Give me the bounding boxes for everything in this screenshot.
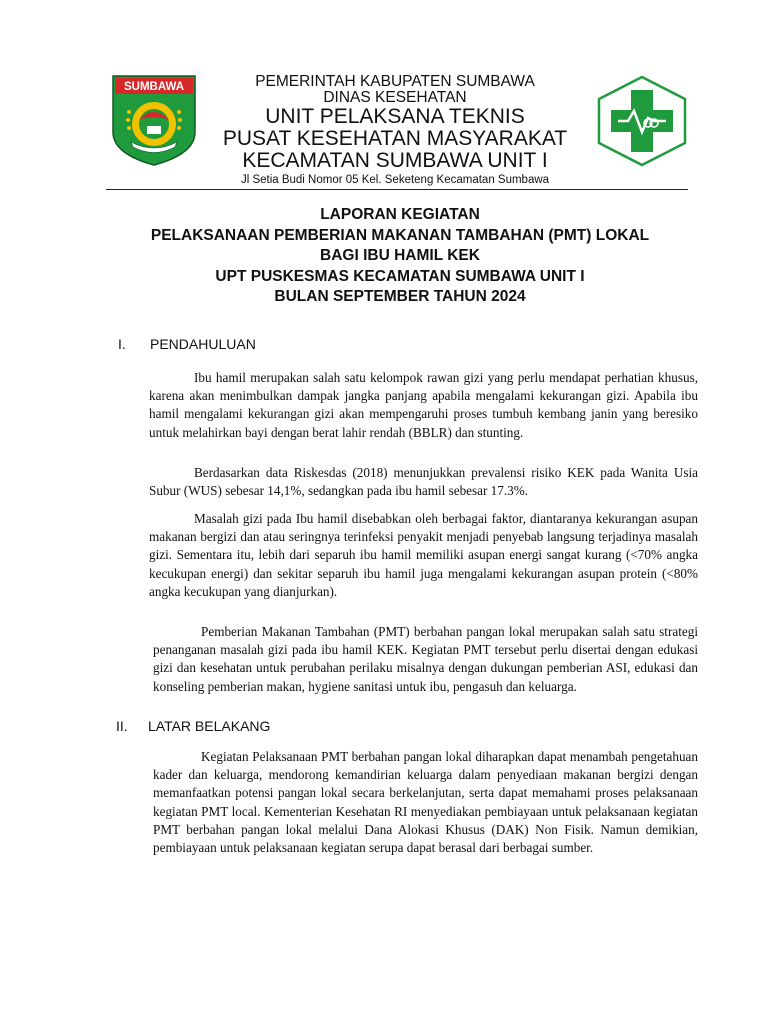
title-line-5: BULAN SEPTEMBER TAHUN 2024 (274, 288, 526, 305)
section-title: LATAR BELAKANG (148, 718, 271, 734)
paragraph (153, 748, 698, 857)
paragraph-text: Pemberian Makanan Tambahan (PMT) berbahan pangan lokal merupakan salah satu strategi penanganan masalah gizi pada ibu hamil KEK. Kegiatan PMT tersebut perlu disertai dengan edukasi gizi dan kesehatan untuk perubahan perilaku misalnya dengan dukungan pemberian ASI, edukasi dan konseling pemberian makan, hygiene sanitasi untuk ibu, pengasuh dan keluarga. (153, 624, 698, 694)
unit-name: UNIT PELAKSANA TEKNIS (265, 105, 525, 128)
section-number: I. (118, 336, 126, 352)
section-heading-pendahuluan (118, 336, 418, 352)
department-name: DINAS KESEHATAN (323, 89, 467, 106)
paragraph-text: Ibu hamil merupakan salah satu kelompok rawan gizi yang perlu mendapat perhatian khusus, karena akan menimbulkan dampak jangka panjang apabila mengalami kekurangan gizi. Apabila ibu hamil mengalami kekurangan gizi akan mempengaruhi proses tumbuh kembang janin yang beresiko untuk melahirkan bayi dengan berat lahir rendah (BBLR) dan stunting. (149, 370, 698, 440)
paragraph-text: Berdasarkan data Riskesdas (2018) menunjukkan prevalensi risiko KEK pada Wanita Usia Subur (WUS) sebesar 14,1%, sedangkan pada ibu hamil sebesar 17.3%. (149, 465, 698, 499)
title-line-2: PELAKSANAAN PEMBERIAN MAKANAN TAMBAHAN (PMT) LOKAL (150, 226, 650, 244)
section-title: PENDAHULUAN (150, 336, 256, 352)
government-name: PEMERINTAH KABUPATEN SUMBAWA (255, 73, 535, 90)
paragraph (149, 369, 698, 442)
paragraph-text: Kegiatan Pelaksanaan PMT berbahan pangan lokal diharapkan dapat menambah pengetahuan kader dan keluarga, mendorong kemandirian keluarga dalam penyediaan makanan bergizi dengan memanfaatkan potensi pangan lokal secara berkelanjutan, serta dapat memahami proses pelaksanaan kegiatan PMT local. Kementerian Kesehatan RI menyediakan pembiayaan untuk pelaksanaan kegiatan PMT berbahan pangan lokal melalui Dana Alokasi Khusus (DAK) Non Fisik. Namun demikian, pembiayaan untuk pelaksanaan kegiatan serupa dapat berasal dari berbagai sumber. (153, 749, 698, 856)
paragraph (153, 623, 698, 696)
district-name: KECAMATAN SUMBAWA UNIT I (242, 149, 548, 172)
title-line-3: BAGI IBU HAMIL KEK (320, 247, 480, 264)
logo-banner-text: SUMBAWA (123, 81, 185, 93)
paragraph-text: Masalah gizi pada Ibu hamil disebabkan oleh berbagai faktor, diantaranya kekurangan asupan makanan bergizi dan atau seringnya terinfeksi penyakit menjadi penyebab langsung terjadinya masalah gizi. Sementara itu, lebih dari separuh ibu hamil memiliki asupan energi sangat kurang (<70% angka kecukupan energi) dan sekitar separuh ibu hamil juga mengalami kekurangan asupan protein (<80% angka kecukupan yang dianjurkan). (149, 511, 698, 599)
puskesmas-logo (596, 74, 688, 168)
letterhead (200, 74, 590, 187)
title-line-1: LAPORAN KEGIATAN (320, 206, 480, 223)
sumbawa-regency-logo (109, 74, 199, 166)
section-number: II. (116, 718, 128, 734)
paragraph (149, 464, 698, 500)
address: Jl Setia Budi Nomor 05 Kel. Seketeng Kecamatan Sumbawa (240, 174, 550, 186)
section-heading-latar-belakang (116, 718, 416, 734)
institution-name: PUSAT KESEHATAN MASYARAKAT (222, 127, 568, 150)
letterhead-divider (106, 189, 688, 190)
report-title (100, 205, 700, 308)
paragraph (149, 510, 698, 601)
title-line-4: UPT PUSKESMAS KECAMATAN SUMBAWA UNIT I (215, 267, 585, 285)
